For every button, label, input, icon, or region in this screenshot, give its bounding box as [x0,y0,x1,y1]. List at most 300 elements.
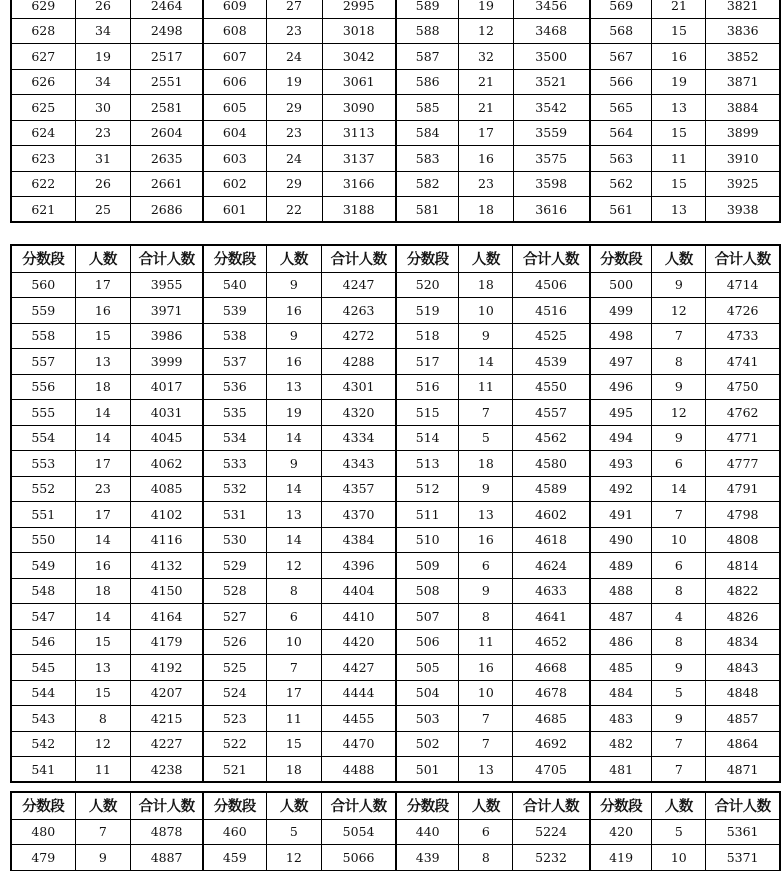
score-band-cell: 513 [396,451,459,477]
cumulative-cell: 4864 [706,731,780,757]
score-band-cell: 521 [203,757,266,783]
score-band-cell: 585 [396,95,459,121]
cumulative-cell: 4470 [322,731,396,757]
score-band-cell: 503 [396,706,459,732]
count-cell: 8 [459,845,513,871]
count-cell: 6 [459,819,513,845]
column-header: 合计人数 [131,792,203,819]
score-band-cell: 553 [11,451,75,477]
score-band-cell: 491 [590,502,652,528]
score-band-cell: 545 [11,655,75,681]
column-header: 合计人数 [322,792,396,819]
count-cell: 5 [266,819,322,845]
count-cell: 18 [459,451,513,477]
score-band-cell: 528 [203,578,266,604]
score-band-cell: 524 [203,680,266,706]
score-band-cell: 582 [396,171,459,197]
score-band-cell: 492 [590,476,652,502]
cumulative-cell: 2464 [131,0,203,18]
table-row [11,0,780,18]
cumulative-cell: 4762 [706,400,780,426]
count-cell: 18 [459,272,513,298]
count-cell: 9 [652,706,706,732]
count-cell: 12 [652,400,706,426]
cumulative-cell: 4826 [706,604,780,630]
score-band-cell: 563 [590,146,652,172]
count-cell: 10 [652,527,706,553]
cumulative-cell: 4062 [131,451,203,477]
score-band-cell: 514 [396,425,459,451]
cumulative-cell: 4557 [513,400,590,426]
score-band-cell: 627 [11,44,75,70]
cumulative-cell: 4887 [131,845,203,871]
count-cell: 9 [75,845,131,871]
score-band-cell: 527 [203,604,266,630]
cumulative-cell: 4384 [322,527,396,553]
cumulative-cell: 3925 [706,171,780,197]
count-cell: 7 [652,731,706,757]
count-cell: 15 [652,171,706,197]
count-cell: 21 [459,95,513,121]
score-band-cell: 552 [11,476,75,502]
cumulative-cell: 3090 [322,95,396,121]
score-band-cell: 544 [11,680,75,706]
cumulative-cell: 4132 [131,553,203,579]
cumulative-cell: 4808 [706,527,780,553]
score-band-cell: 558 [11,323,75,349]
cumulative-cell: 3871 [706,69,780,95]
table-row [11,374,780,400]
score-band-cell: 537 [203,349,266,375]
score-band-cell: 495 [590,400,652,426]
cumulative-cell: 4641 [513,604,590,630]
cumulative-cell: 4834 [706,629,780,655]
count-cell: 14 [75,400,131,426]
cumulative-cell: 4017 [131,374,203,400]
count-cell: 8 [652,629,706,655]
score-band-cell: 621 [11,197,75,223]
score-band-cell: 624 [11,120,75,146]
count-cell: 19 [266,69,322,95]
cumulative-cell: 4320 [322,400,396,426]
count-cell: 13 [266,502,322,528]
score-band-cell: 566 [590,69,652,95]
cumulative-cell: 4668 [513,655,590,681]
score-band-cell: 532 [203,476,266,502]
count-cell: 9 [459,578,513,604]
count-cell: 6 [459,553,513,579]
count-cell: 17 [75,272,131,298]
cumulative-cell: 4506 [513,272,590,298]
cumulative-cell: 3113 [322,120,396,146]
score-band-cell: 554 [11,425,75,451]
table-row [11,553,780,579]
score-table-block-3 [10,791,781,871]
count-cell: 9 [459,476,513,502]
column-header: 分数段 [396,792,459,819]
count-cell: 14 [75,425,131,451]
count-cell: 9 [459,323,513,349]
cumulative-cell: 4045 [131,425,203,451]
score-band-cell: 562 [590,171,652,197]
cumulative-cell: 4705 [513,757,590,783]
score-band-cell: 483 [590,706,652,732]
cumulative-cell: 4624 [513,553,590,579]
score-band-cell: 556 [11,374,75,400]
count-cell: 7 [459,731,513,757]
cumulative-cell: 5224 [513,819,590,845]
score-band-cell: 502 [396,731,459,757]
score-band-cell: 510 [396,527,459,553]
count-cell: 19 [459,0,513,18]
score-band-cell: 517 [396,349,459,375]
table-row [11,272,780,298]
score-band-cell: 530 [203,527,266,553]
column-header: 分数段 [203,792,266,819]
count-cell: 16 [459,146,513,172]
cumulative-cell: 4843 [706,655,780,681]
score-band-cell: 481 [590,757,652,783]
cumulative-cell: 4580 [513,451,590,477]
table-row [11,476,780,502]
cumulative-cell: 4085 [131,476,203,502]
table-row [11,69,780,95]
score-band-cell: 497 [590,349,652,375]
count-cell: 18 [75,374,131,400]
cumulative-cell: 3938 [706,197,780,223]
cumulative-cell: 4410 [322,604,396,630]
column-header: 分数段 [590,245,652,272]
count-cell: 5 [652,819,706,845]
column-header: 人数 [652,245,706,272]
table-row [11,680,780,706]
count-cell: 13 [652,197,706,223]
column-header: 人数 [75,245,131,272]
score-band-cell: 489 [590,553,652,579]
cumulative-cell: 5371 [706,845,780,871]
score-band-cell: 542 [11,731,75,757]
count-cell: 14 [266,476,322,502]
score-band-cell: 505 [396,655,459,681]
score-band-cell: 493 [590,451,652,477]
cumulative-cell: 4150 [131,578,203,604]
cumulative-cell: 4238 [131,757,203,783]
score-band-cell: 559 [11,298,75,324]
count-cell: 23 [75,120,131,146]
cumulative-cell: 4848 [706,680,780,706]
cumulative-cell: 3542 [513,95,590,121]
column-header: 合计人数 [513,245,590,272]
table-row [11,578,780,604]
cumulative-cell: 5232 [513,845,590,871]
column-header: 分数段 [203,245,266,272]
score-band-cell: 482 [590,731,652,757]
count-cell: 14 [75,604,131,630]
table-row [11,757,780,783]
count-cell: 9 [266,451,322,477]
score-band-cell: 583 [396,146,459,172]
cumulative-cell: 4678 [513,680,590,706]
score-band-cell: 560 [11,272,75,298]
score-band-cell: 589 [396,0,459,18]
column-header: 合计人数 [706,792,780,819]
cumulative-cell: 4857 [706,706,780,732]
count-cell: 8 [652,349,706,375]
count-cell: 25 [75,197,131,223]
count-cell: 17 [266,680,322,706]
score-band-cell: 546 [11,629,75,655]
count-cell: 16 [459,527,513,553]
column-header: 分数段 [396,245,459,272]
score-band-cell: 588 [396,18,459,44]
count-cell: 7 [75,819,131,845]
score-band-cell: 504 [396,680,459,706]
cumulative-cell: 4444 [322,680,396,706]
count-cell: 5 [652,680,706,706]
cumulative-cell: 4618 [513,527,590,553]
count-cell: 10 [266,629,322,655]
count-cell: 13 [652,95,706,121]
score-band-cell: 605 [203,95,266,121]
table-row [11,171,780,197]
cumulative-cell: 3559 [513,120,590,146]
cumulative-cell: 3468 [513,18,590,44]
cumulative-cell: 4455 [322,706,396,732]
score-band-cell: 541 [11,757,75,783]
score-band-cell: 568 [590,18,652,44]
table-row [11,298,780,324]
cumulative-cell: 3955 [131,272,203,298]
count-cell: 10 [652,845,706,871]
count-cell: 10 [459,298,513,324]
count-cell: 6 [652,553,706,579]
cumulative-cell: 3018 [322,18,396,44]
score-band-cell: 487 [590,604,652,630]
cumulative-cell: 4396 [322,553,396,579]
cumulative-cell: 4272 [322,323,396,349]
cumulative-cell: 4550 [513,374,590,400]
cumulative-cell: 4726 [706,298,780,324]
cumulative-cell: 3971 [131,298,203,324]
count-cell: 9 [652,425,706,451]
column-header: 合计人数 [513,792,590,819]
count-cell: 16 [459,655,513,681]
score-band-cell: 581 [396,197,459,223]
score-band-cell: 626 [11,69,75,95]
cumulative-cell: 3986 [131,323,203,349]
count-cell: 11 [459,374,513,400]
count-cell: 8 [652,578,706,604]
count-cell: 12 [459,18,513,44]
cumulative-cell: 2581 [131,95,203,121]
cumulative-cell: 4822 [706,578,780,604]
cumulative-cell: 4562 [513,425,590,451]
count-cell: 10 [459,680,513,706]
score-band-cell: 494 [590,425,652,451]
count-cell: 26 [75,0,131,18]
count-cell: 14 [652,476,706,502]
count-cell: 19 [75,44,131,70]
cumulative-cell: 4370 [322,502,396,528]
cumulative-cell: 4539 [513,349,590,375]
score-band-cell: 522 [203,731,266,757]
cumulative-cell: 3575 [513,146,590,172]
count-cell: 30 [75,95,131,121]
cumulative-cell: 3616 [513,197,590,223]
cumulative-cell: 4192 [131,655,203,681]
score-band-cell: 561 [590,197,652,223]
count-cell: 16 [75,553,131,579]
cumulative-cell: 4791 [706,476,780,502]
score-band-cell: 538 [203,323,266,349]
table-row [11,845,780,871]
count-cell: 6 [652,451,706,477]
count-cell: 17 [459,120,513,146]
score-band-cell: 557 [11,349,75,375]
score-band-cell: 603 [203,146,266,172]
cumulative-cell: 3821 [706,0,780,18]
count-cell: 23 [266,18,322,44]
count-cell: 8 [266,578,322,604]
count-cell: 9 [266,272,322,298]
cumulative-cell: 2995 [322,0,396,18]
count-cell: 15 [652,120,706,146]
score-band-cell: 519 [396,298,459,324]
column-header: 人数 [266,792,322,819]
count-cell: 11 [459,629,513,655]
count-cell: 9 [652,374,706,400]
count-cell: 13 [459,502,513,528]
count-cell: 15 [75,629,131,655]
score-band-cell: 480 [11,819,75,845]
cumulative-cell: 3042 [322,44,396,70]
cumulative-cell: 4777 [706,451,780,477]
count-cell: 7 [266,655,322,681]
score-band-cell: 440 [396,819,459,845]
count-cell: 5 [459,425,513,451]
score-band-cell: 547 [11,604,75,630]
count-cell: 17 [75,451,131,477]
cumulative-cell: 4750 [706,374,780,400]
score-band-cell: 609 [203,0,266,18]
table-row [11,819,780,845]
count-cell: 24 [266,44,322,70]
column-header: 人数 [459,245,513,272]
score-band-cell: 606 [203,69,266,95]
count-cell: 16 [75,298,131,324]
cumulative-cell: 3598 [513,171,590,197]
cumulative-cell: 2604 [131,120,203,146]
count-cell: 12 [266,553,322,579]
table-row [11,323,780,349]
score-band-cell: 506 [396,629,459,655]
cumulative-cell: 4516 [513,298,590,324]
count-cell: 13 [75,349,131,375]
cumulative-cell: 2686 [131,197,203,223]
column-header: 人数 [266,245,322,272]
count-cell: 34 [75,69,131,95]
cumulative-cell: 2498 [131,18,203,44]
score-band-cell: 501 [396,757,459,783]
count-cell: 12 [75,731,131,757]
score-band-cell: 539 [203,298,266,324]
table-row [11,451,780,477]
count-cell: 29 [266,171,322,197]
cumulative-cell: 4420 [322,629,396,655]
count-cell: 13 [75,655,131,681]
score-band-cell: 625 [11,95,75,121]
score-band-cell: 525 [203,655,266,681]
cumulative-cell: 4102 [131,502,203,528]
cumulative-cell: 4343 [322,451,396,477]
count-cell: 29 [266,95,322,121]
count-cell: 21 [652,0,706,18]
cumulative-cell: 4164 [131,604,203,630]
count-cell: 23 [75,476,131,502]
count-cell: 4 [652,604,706,630]
score-band-cell: 508 [396,578,459,604]
score-table-block-1 [10,0,781,223]
cumulative-cell: 3166 [322,171,396,197]
score-band-cell: 534 [203,425,266,451]
cumulative-cell: 4814 [706,553,780,579]
count-cell: 26 [75,171,131,197]
cumulative-cell: 4733 [706,323,780,349]
cumulative-cell: 3521 [513,69,590,95]
score-band-cell: 460 [203,819,266,845]
count-cell: 6 [266,604,322,630]
column-header: 合计人数 [131,245,203,272]
score-band-cell: 602 [203,171,266,197]
table-row [11,706,780,732]
cumulative-cell: 4589 [513,476,590,502]
score-band-cell: 567 [590,44,652,70]
score-band-cell: 499 [590,298,652,324]
table-row [11,146,780,172]
count-cell: 12 [652,298,706,324]
score-band-cell: 500 [590,272,652,298]
score-band-cell: 584 [396,120,459,146]
cumulative-cell: 4525 [513,323,590,349]
cumulative-cell: 4652 [513,629,590,655]
count-cell: 31 [75,146,131,172]
cumulative-cell: 4357 [322,476,396,502]
cumulative-cell: 3910 [706,146,780,172]
cumulative-cell: 4798 [706,502,780,528]
count-cell: 7 [652,757,706,783]
score-band-cell: 484 [590,680,652,706]
count-cell: 19 [652,69,706,95]
score-band-cell: 536 [203,374,266,400]
count-cell: 15 [75,680,131,706]
count-cell: 15 [652,18,706,44]
count-cell: 9 [652,655,706,681]
cumulative-cell: 4301 [322,374,396,400]
cumulative-cell: 5066 [322,845,396,871]
score-band-cell: 485 [590,655,652,681]
count-cell: 18 [75,578,131,604]
table-row [11,95,780,121]
count-cell: 9 [266,323,322,349]
score-band-cell: 587 [396,44,459,70]
score-band-cell: 555 [11,400,75,426]
score-band-cell: 439 [396,845,459,871]
count-cell: 7 [652,323,706,349]
count-cell: 22 [266,197,322,223]
cumulative-cell: 3899 [706,120,780,146]
cumulative-cell: 4116 [131,527,203,553]
count-cell: 14 [266,527,322,553]
